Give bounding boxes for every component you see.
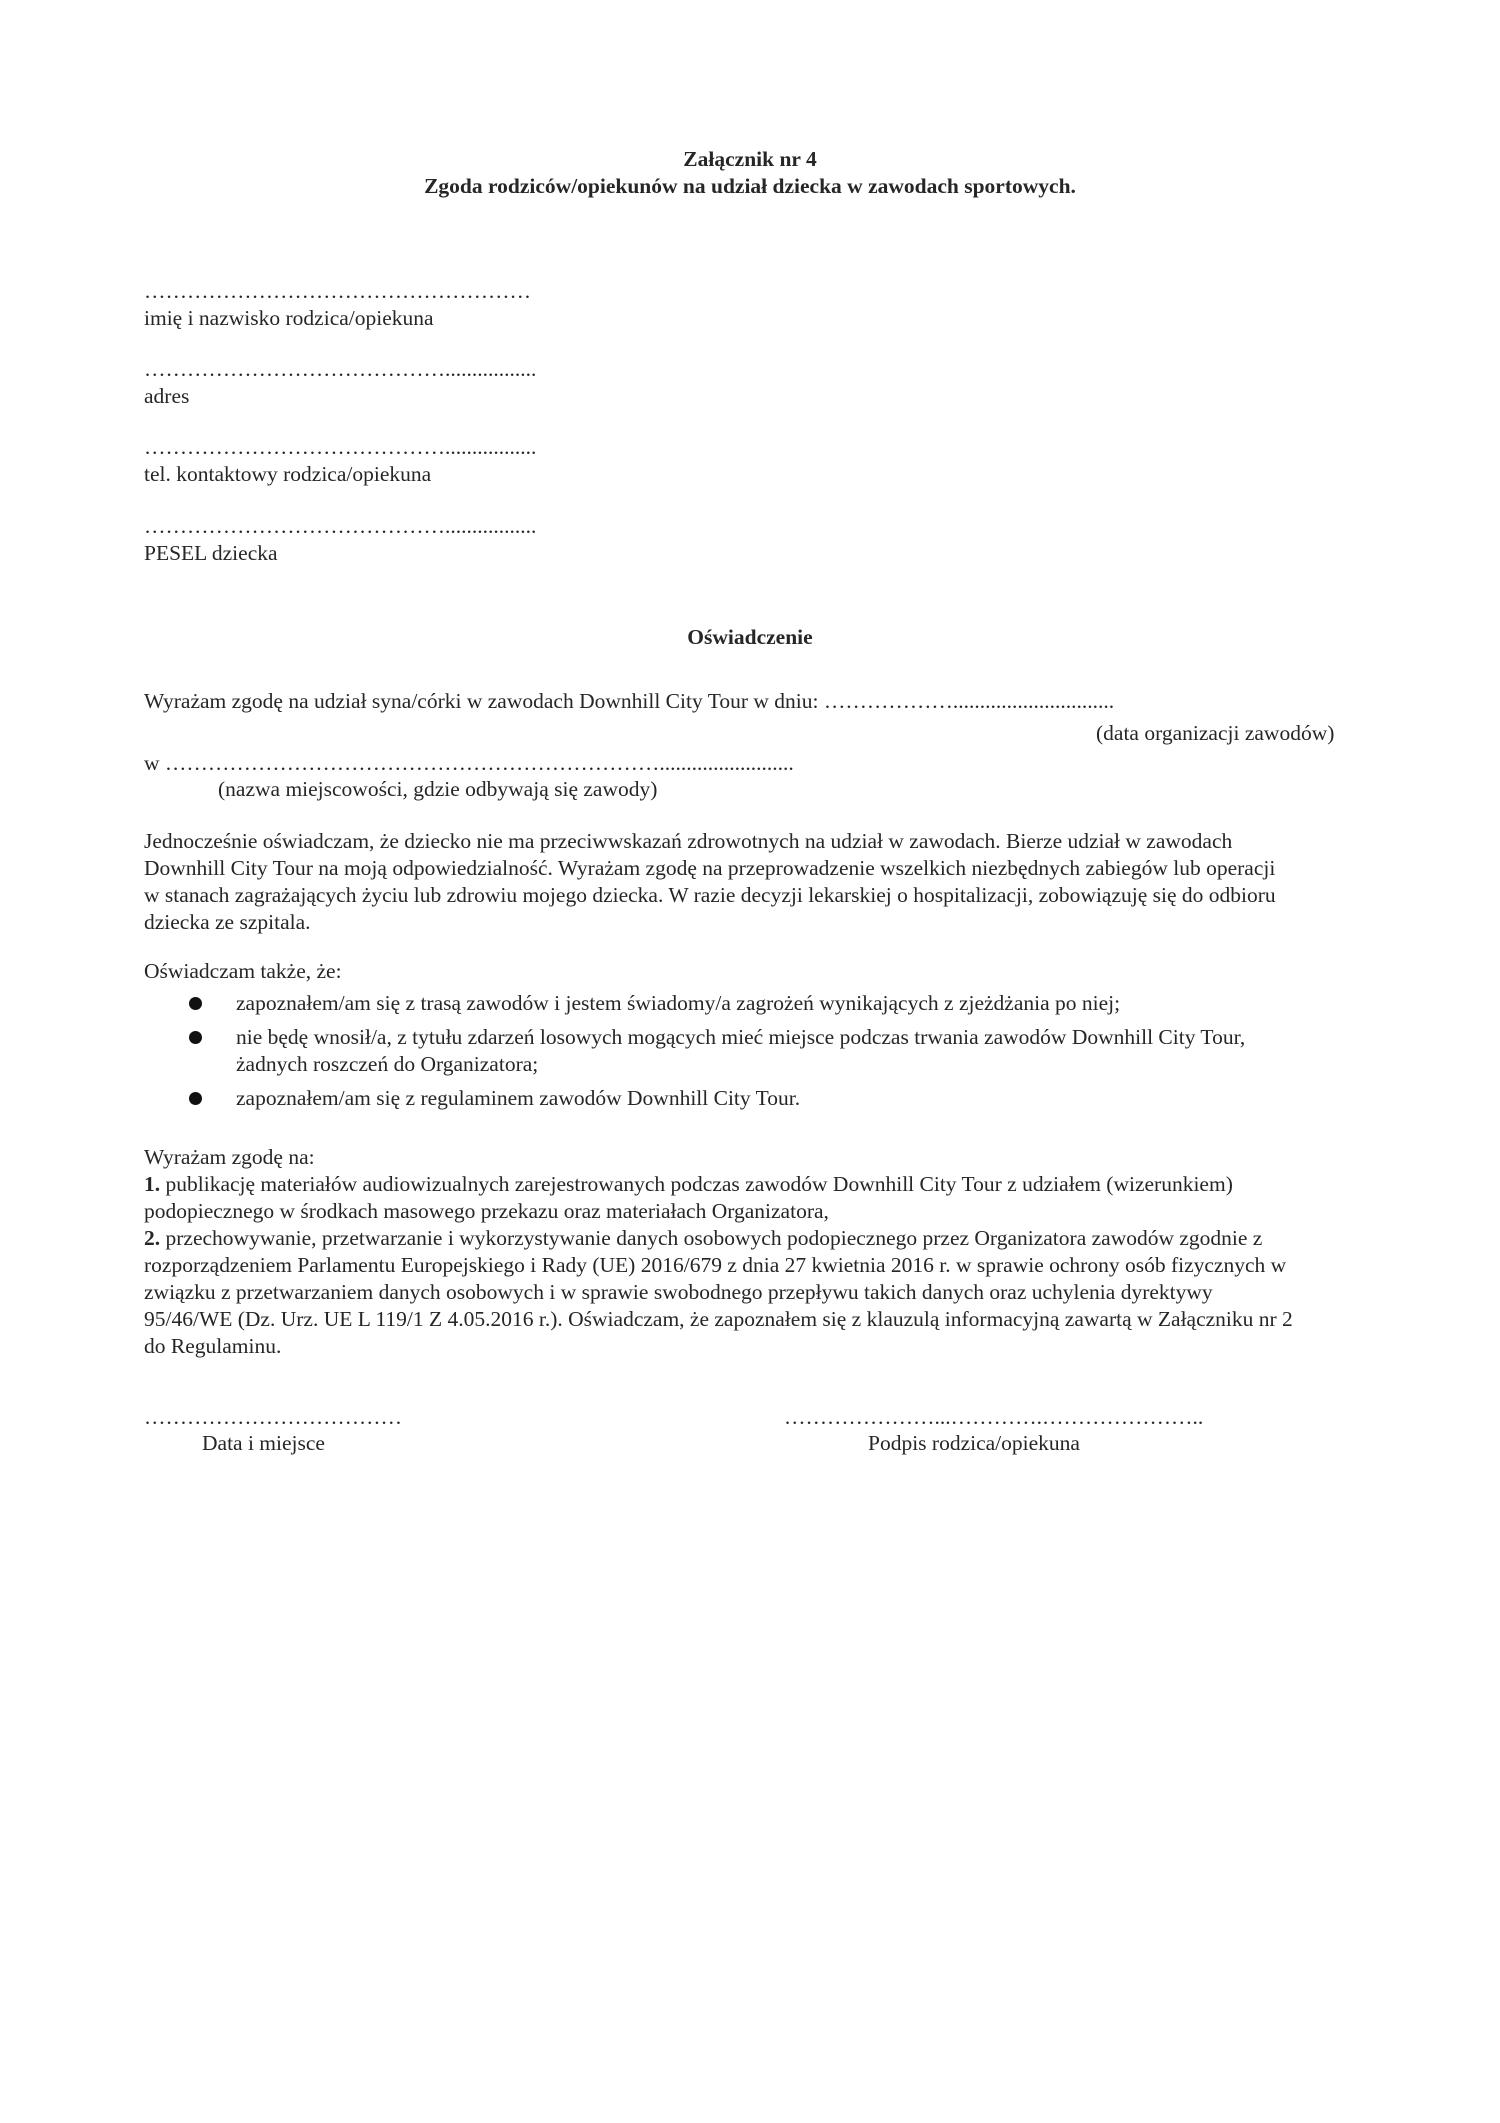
consent-list <box>144 1144 1356 1360</box>
document-subtitle: Zgoda rodziców/opiekunów na udział dziecka w zawodach sportowych. <box>424 174 1076 198</box>
document-title: Załącznik nr 4 <box>683 147 817 171</box>
place-caption: (nazwa miejscowości, gdzie odbywają się zawody) <box>218 777 658 801</box>
date-place-blank: ……………………………… <box>144 1405 402 1429</box>
pesel-label: PESEL dziecka <box>144 541 278 565</box>
consent-item-2-line: do Regulaminu. <box>144 1334 282 1358</box>
paragraph-line: Jednocześnie oświadczam, że dziecko nie ma przeciwwskazań zdrowotnych na udział w zawodach. Bierze udział w zawodach <box>144 829 1233 853</box>
signature-label: Podpis rodzica/opiekuna <box>868 1431 1080 1455</box>
parent-name-label: imię i nazwisko rodzica/opiekuna <box>144 306 434 330</box>
phone-field <box>144 434 744 488</box>
address-label: adres <box>144 384 190 408</box>
pesel-blank: ……………………………………................. <box>144 514 537 538</box>
phone-label: tel. kontaktowy rodzica/opiekuna <box>144 462 432 486</box>
pesel-field <box>144 513 744 567</box>
parent-name-blank: ……………………………………………… <box>144 279 531 303</box>
list-item: nie będę wnosił/a, z tytułu zdarzeń losowych mogących mieć miejsce podczas trwania zawodów Downhill City Tour, żadnych roszczeń do Organizatora; <box>144 1024 1356 1078</box>
consent-item-2-line: związku z przetwarzaniem danych osobowych i w sprawie swobodnego przepływu takich danych oraz uchylenia dyrektywy <box>144 1280 1213 1304</box>
phone-blank: ……………………………………................. <box>144 435 537 459</box>
list-item: zapoznałem/am się z trasą zawodów i jestem świadomy/a zagrożeń wynikających z zjeżdżania po niej; <box>144 990 1356 1017</box>
also-declare-label: Oświadczam także, że: <box>144 959 342 983</box>
health-declaration-paragraph <box>144 828 1356 936</box>
list-item: zapoznałem/am się z regulaminem zawodów Downhill City Tour. <box>144 1085 1356 1112</box>
header <box>0 146 1500 200</box>
consent-date-line: Wyrażam zgodę na udział syna/córki w zawodach Downhill City Tour w dniu: ……………….............................. <box>144 689 1115 713</box>
consent-item-2-line: rozporządzeniem Parlamentu Europejskiego i Rady (UE) 2016/679 z dnia 27 kwietnia 2016 r. w sprawie ochrony osób fizycznych w <box>144 1253 1287 1277</box>
statement-heading: Oświadczenie <box>687 625 813 649</box>
declaration-list <box>144 990 1356 1119</box>
consent-item-1: 1. publikację materiałów audiowizualnych zarejestrowanych podczas zawodów Downhill City Tour z udziałem (wizerunkiem) <box>144 1172 1233 1196</box>
address-field <box>144 356 744 410</box>
consent-item-2-line: 95/46/WE (Dz. Urz. UE L 119/1 Z 4.05.2016 r.). Oświadczam, że zapoznałem się z klauzulą informacyjną zawartą w Załączniku nr 2 <box>144 1307 1293 1331</box>
bullet-icon <box>189 1031 202 1044</box>
bullet-icon <box>189 997 202 1010</box>
consent-item-2: 2. przechowywanie, przetwarzanie i wykorzystywanie danych osobowych podopiecznego przez Organizatora zawodów zgodnie z <box>144 1226 1263 1250</box>
bullet-icon <box>189 1092 202 1105</box>
paragraph-line: Downhill City Tour na moją odpowiedzialność. Wyrażam zgodę na przeprowadzenie wszelkich niezbędnych zabiegów lub operacji <box>144 856 1276 880</box>
consent-item-1-line: podopiecznego w środkach masowego przekazu oraz materiałach Organizatora, <box>144 1199 829 1223</box>
place-line: w ……………………………………………………………......................... <box>144 751 794 775</box>
signature-blank: …………………...………….………………….. <box>784 1405 1204 1429</box>
paragraph-line: dziecka ze szpitala. <box>144 910 311 934</box>
consent-to-label: Wyrażam zgodę na: <box>144 1145 315 1169</box>
date-caption: (data organizacji zawodów) <box>1096 721 1335 745</box>
address-blank: ……………………………………................. <box>144 357 537 381</box>
date-place-label: Data i miejsce <box>202 1431 325 1455</box>
paragraph-line: w stanach zagrażających życiu lub zdrowiu mojego dziecka. W razie decyzji lekarskiej o hospitalizacji, zobowiązuję się do odbioru <box>144 883 1276 907</box>
parent-name-field <box>144 278 744 332</box>
